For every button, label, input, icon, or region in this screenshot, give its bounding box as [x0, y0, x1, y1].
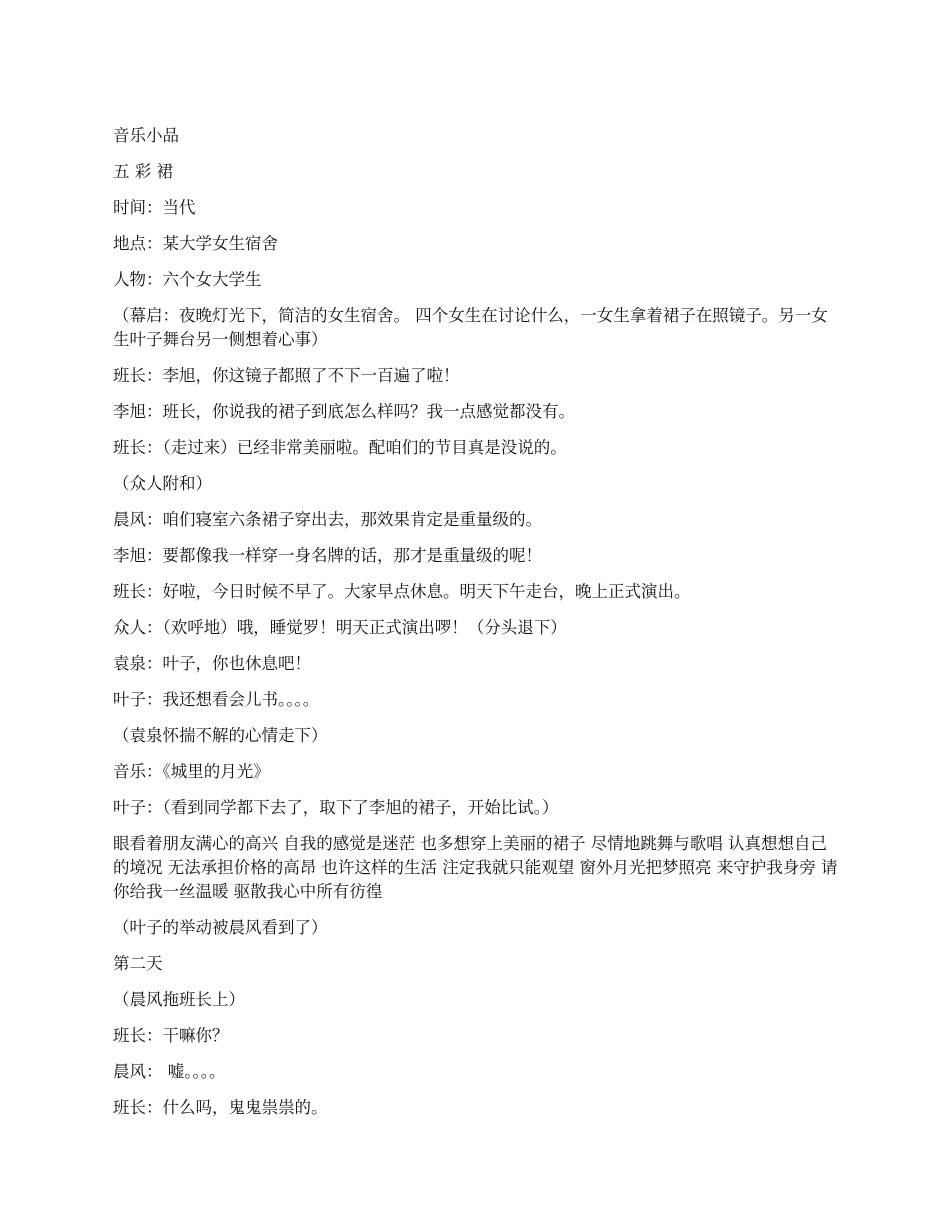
setting-characters: 人物：六个女大学生	[113, 270, 262, 289]
setting-place: 地点：某大学女生宿舍	[113, 234, 278, 253]
play-title: 五 彩 裙	[113, 162, 173, 181]
stage-direction: （袁泉怀揣不解的心情走下）	[113, 726, 328, 745]
dialogue-line: 晨风：咱们寝室六条裙子穿出去，那效果肯定是重量级的。	[113, 510, 542, 529]
dialogue-line: 班长：干嘛你？	[113, 1026, 229, 1045]
stage-direction: （晨风拖班长上）	[113, 990, 245, 1009]
dialogue-line: 袁泉：叶子，你也休息吧！	[113, 654, 311, 673]
dialogue-line: 班长：（走过来）已经非常美丽啦。配咱们的节目真是没说的。	[113, 438, 567, 457]
dialogue-line: 班长：好啦，今日时候不早了。大家早点休息。明天下午走台，晚上正式演出。	[113, 582, 691, 601]
stage-direction: （叶子的举动被晨风看到了）	[113, 918, 328, 937]
doc-title: 音乐小品	[113, 126, 179, 145]
dialogue-line: 叶子：我还想看会儿书。。。。	[113, 690, 320, 709]
song-lyrics: 眼看着朋友满心的高兴 自我的感觉是迷茫 也多想穿上美丽的裙子 尽情地跳舞与歌唱 认真想想自己的境况 无法承担价格的高昂 也许这样的生活 注定我就只能观望 窗外月光把梦照亮 来守护我身旁 请你给我一丝温暖 驱散我心中所有彷徨	[113, 834, 838, 901]
document-body	[113, 124, 838, 1132]
dialogue-line: 李旭：要都像我一样穿一身名牌的话，那才是重量级的呢！	[113, 546, 542, 565]
music-cue: 音乐：《城里的月光》	[113, 762, 270, 781]
stage-direction: （众人附和）	[113, 474, 212, 493]
stage-direction-opening: （幕启：夜晚灯光下，简洁的女生宿舍。 四个女生在讨论什么，一女生拿着裙子在照镜子。另一女生叶子舞台另一侧想着心事）	[113, 306, 828, 349]
dialogue-line: 众人：（欢呼地）哦，睡觉罗！明天正式演出啰！（分头退下）	[113, 618, 567, 637]
dialogue-line: 班长：什么吗，鬼鬼祟祟的。	[113, 1098, 328, 1117]
dialogue-line: 李旭：班长，你说我的裙子到底怎么样吗？我一点感觉都没有。	[113, 402, 575, 421]
dialogue-line: 班长：李旭，你这镜子都照了不下一百遍了啦！	[113, 366, 460, 385]
scene-heading: 第二天	[113, 954, 163, 973]
dialogue-line: 叶子：（看到同学都下去了，取下了李旭的裙子，开始比试。）	[113, 798, 559, 817]
dialogue-line: 晨风： 嘘。。。。	[113, 1062, 226, 1081]
setting-time: 时间：当代	[113, 198, 196, 217]
